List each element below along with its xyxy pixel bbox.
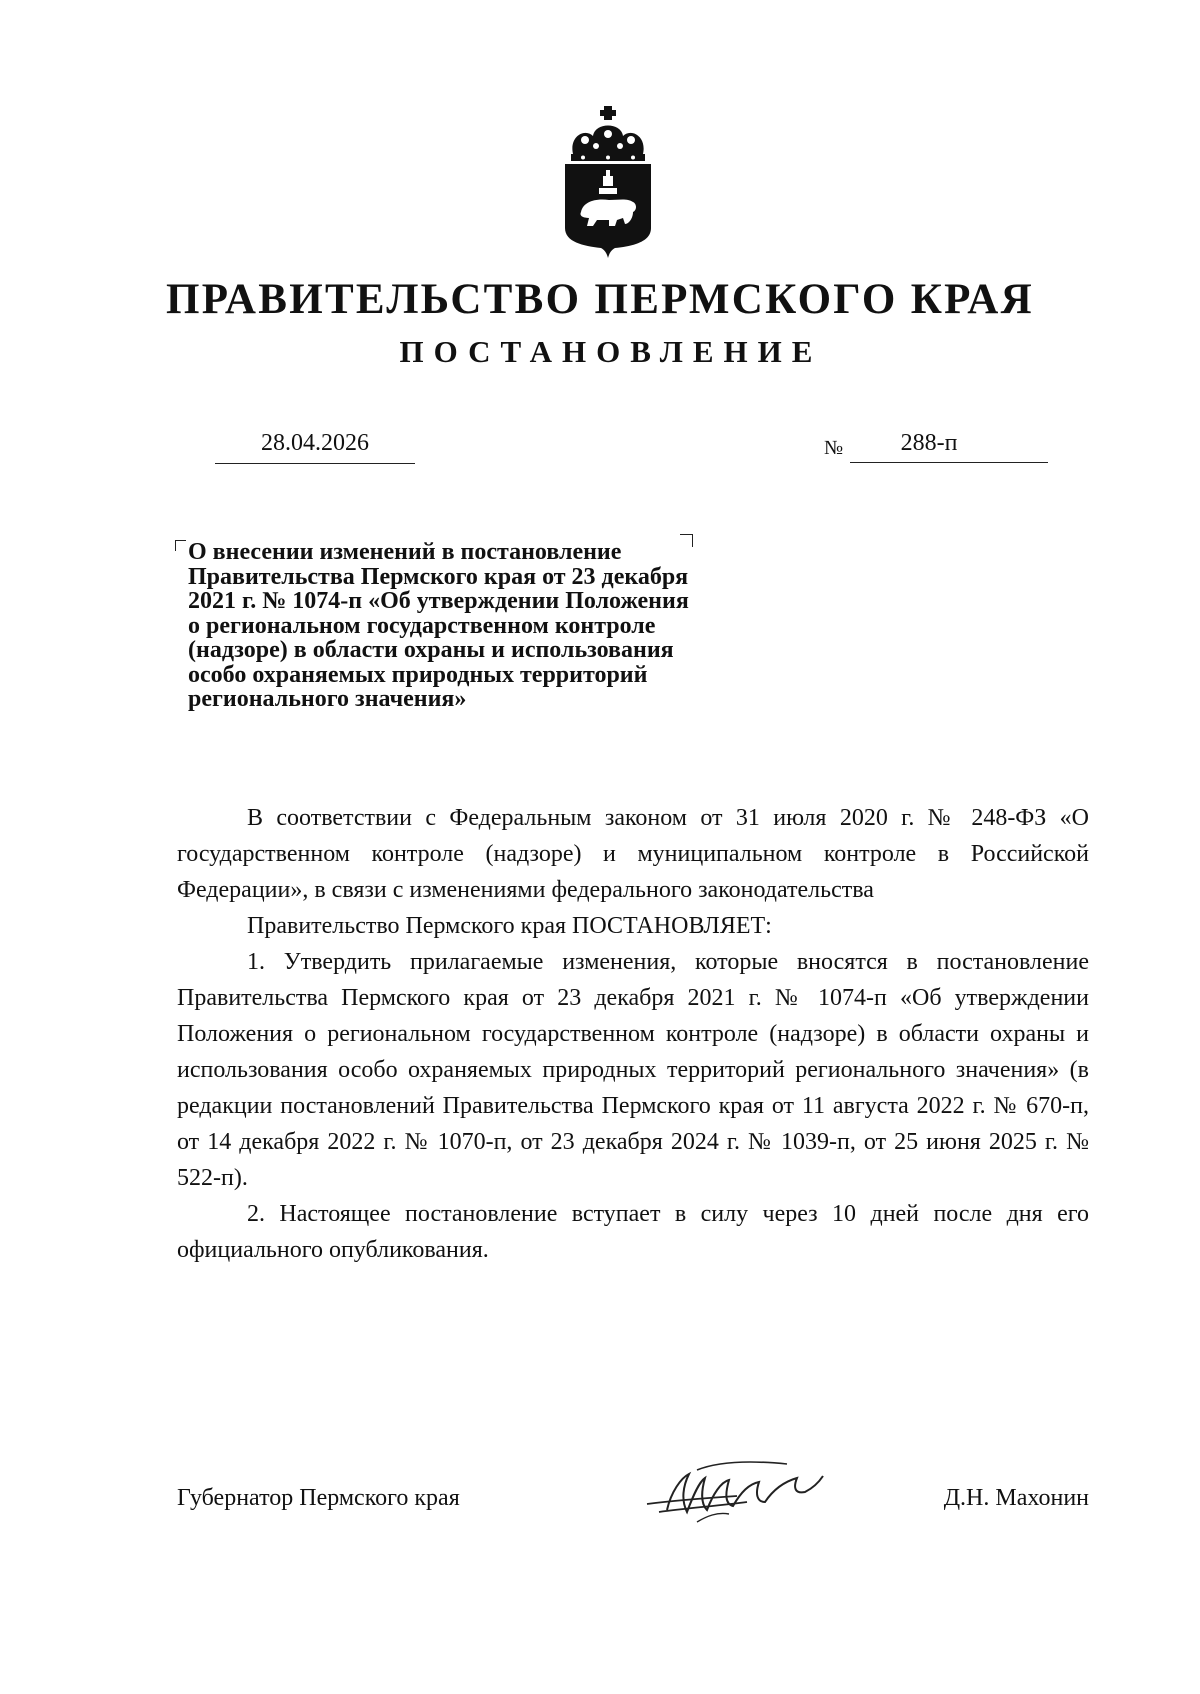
body-paragraph-item-2: 2. Настоящее постановление вступает в силу через 10 дней после дня его официального опубликования. <box>177 1201 1089 1263</box>
document-type-title: ПОСТАНОВЛЕНИЕ <box>399 334 823 369</box>
subject-line: 2021 г. № 1074-п «Об утверждении Положения <box>188 588 689 614</box>
signatory-position: Губернатор Пермского края <box>177 1485 460 1511</box>
body-paragraph-resolves: Правительство Пермского края ПОСТАНОВЛЯЕТ: <box>247 913 772 939</box>
body-paragraph-item-1: 1. Утвердить прилагаемые изменения, которые вносятся в постановление Правительства Пермского края от 23 декабря 2021 г. № 1074-п «Об утверждении Положения о региональном государственном контроле (надзоре) в области охраны и использования особо охраняемых природных территорий регионального значения» (в редакции постановлений Правительства Пермского края от 11 августа 2022 г. № 670-п, от 14 декабря 2022 г. № 1070-п, от 23 декабря 2024 г. № 1039-п, от 25 июня 2025 г. № 522-п). <box>177 949 1089 1191</box>
handwritten-signature-icon <box>637 1452 837 1532</box>
subject-line: О внесении изменений в постановление <box>188 539 622 565</box>
subject-line: Правительства Пермского края от 23 декабря <box>188 563 689 590</box>
signature-block <box>177 1480 1089 1540</box>
subject-line: регионального значения» <box>188 686 467 712</box>
subject-line: особо охраняемых природных территорий <box>188 661 648 688</box>
subject-line: о региональном государственном контроле <box>188 612 656 639</box>
subject-bracket-left <box>175 540 186 551</box>
coat-of-arms-icon <box>563 106 653 258</box>
document-subject <box>188 540 788 712</box>
subject-line: (надзоре) в области охраны и использования <box>188 637 674 663</box>
document-body <box>177 800 1089 1268</box>
signatory-name: Д.Н. Махонин <box>943 1485 1089 1511</box>
body-paragraph-preamble: В соответствии с Федеральным законом от 31 июля 2020 г. № 248-ФЗ «О государственном контроле (надзоре) и муниципальном контроле в Российской Федерации», в связи с изменениями федерального законодательства <box>177 805 1089 903</box>
number-sign: № <box>824 437 844 459</box>
document-number: 288-п <box>850 423 1048 463</box>
organization-title: ПРАВИТЕЛЬСТВО ПЕРМСКОГО КРАЯ <box>166 276 1034 323</box>
document-date: 28.04.2026 <box>215 423 415 464</box>
